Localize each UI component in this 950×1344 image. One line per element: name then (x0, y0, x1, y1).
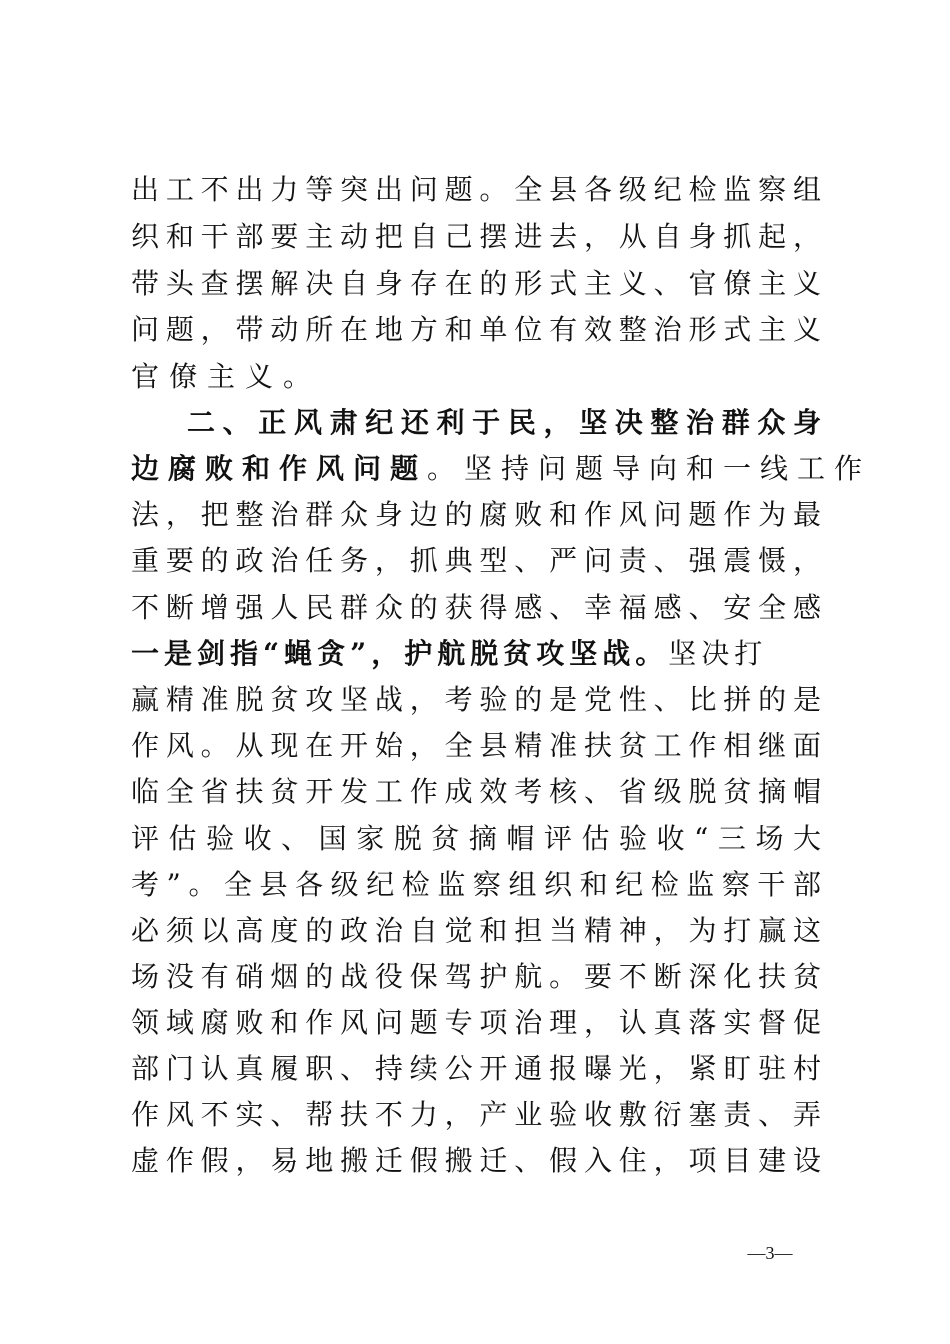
body-line-22 (131, 1138, 821, 1184)
section-heading-line-2 (131, 446, 872, 492)
line-5-text: 官僚主义。 (131, 360, 322, 393)
body-line-20 (131, 1046, 821, 1092)
line-3-text: 带头查摆解决自身存在的形式主义、官僚主义 (131, 267, 821, 300)
line-15-text: 评估验收、国家脱贫摘帽评估验收“三场大 (131, 822, 821, 855)
body-line-13 (131, 723, 821, 769)
line-18-text: 场没有硝烟的战役保驾护航。要不断深化扶贫 (131, 960, 821, 993)
body-line-9 (131, 538, 821, 584)
subheading-text: 一是剑指“蝇贪”，护航脱贫攻坚战。 (131, 637, 669, 670)
body-line-16 (131, 862, 821, 908)
line-8-text: 法，把整治群众身边的腐败和作风问题作为最 (131, 498, 821, 531)
line-14-text: 临全省扶贫开发工作成效考核、省级脱贫摘帽 (131, 775, 821, 808)
body-line-21 (131, 1092, 821, 1138)
subheading-line (131, 631, 821, 677)
body-line-12 (131, 677, 821, 723)
section-heading-text-1: 二、正风肃纪还利于民，坚决整治群众身 (187, 406, 821, 439)
body-line-19 (131, 1000, 821, 1046)
line-4-text: 问题，带动所在地方和单位有效整治形式主义 (131, 313, 821, 346)
line-11-text: 坚决打 (668, 637, 768, 670)
line-20-text: 部门认真履职、持续公开通报曝光，紧盯驻村 (131, 1052, 821, 1085)
page-number: —3— (747, 1243, 793, 1263)
body-line-2 (131, 214, 821, 260)
line-1-text: 出工不出力等突出问题。全县各级纪检监察组 (131, 173, 821, 206)
body-line-1 (131, 167, 821, 213)
line-22-text: 虚作假，易地搬迁假搬迁、假入住，项目建设 (131, 1144, 821, 1177)
line-2-text: 织和干部要主动把自己摆进去，从自身抓起， (131, 220, 821, 253)
section-heading-line-1 (187, 400, 821, 446)
body-line-17 (131, 908, 821, 954)
body-line-8 (131, 492, 821, 538)
body-line-4 (131, 307, 821, 353)
body-line-14 (131, 769, 821, 815)
line-16-text: 考”。全县各级纪检监察组织和纪检监察干部 (131, 868, 821, 901)
line-12-text: 赢精准脱贫攻坚战，考验的是党性、比拼的是 (131, 683, 821, 716)
line-10-text: 不断增强人民群众的获得感、幸福感、安全感 (131, 591, 821, 624)
body-line-5 (131, 354, 821, 400)
line-7-text: 。坚持问题导向和一线工作 (427, 452, 872, 485)
line-19-text: 领域腐败和作风问题专项治理，认真落实督促 (131, 1006, 821, 1039)
line-21-text: 作风不实、帮扶不力，产业验收敷衍塞责、弄 (131, 1098, 821, 1131)
body-line-18 (131, 954, 821, 1000)
line-9-text: 重要的政治任务，抓典型、严问责、强震慑， (131, 544, 821, 577)
body-line-3 (131, 261, 821, 307)
line-17-text: 必须以高度的政治自觉和担当精神，为打赢这 (131, 914, 821, 947)
body-line-10 (131, 585, 821, 631)
body-line-15 (131, 816, 821, 862)
section-heading-text-2: 边腐败和作风问题 (131, 452, 428, 485)
line-13-text: 作风。从现在开始，全县精准扶贫工作相继面 (131, 729, 821, 762)
